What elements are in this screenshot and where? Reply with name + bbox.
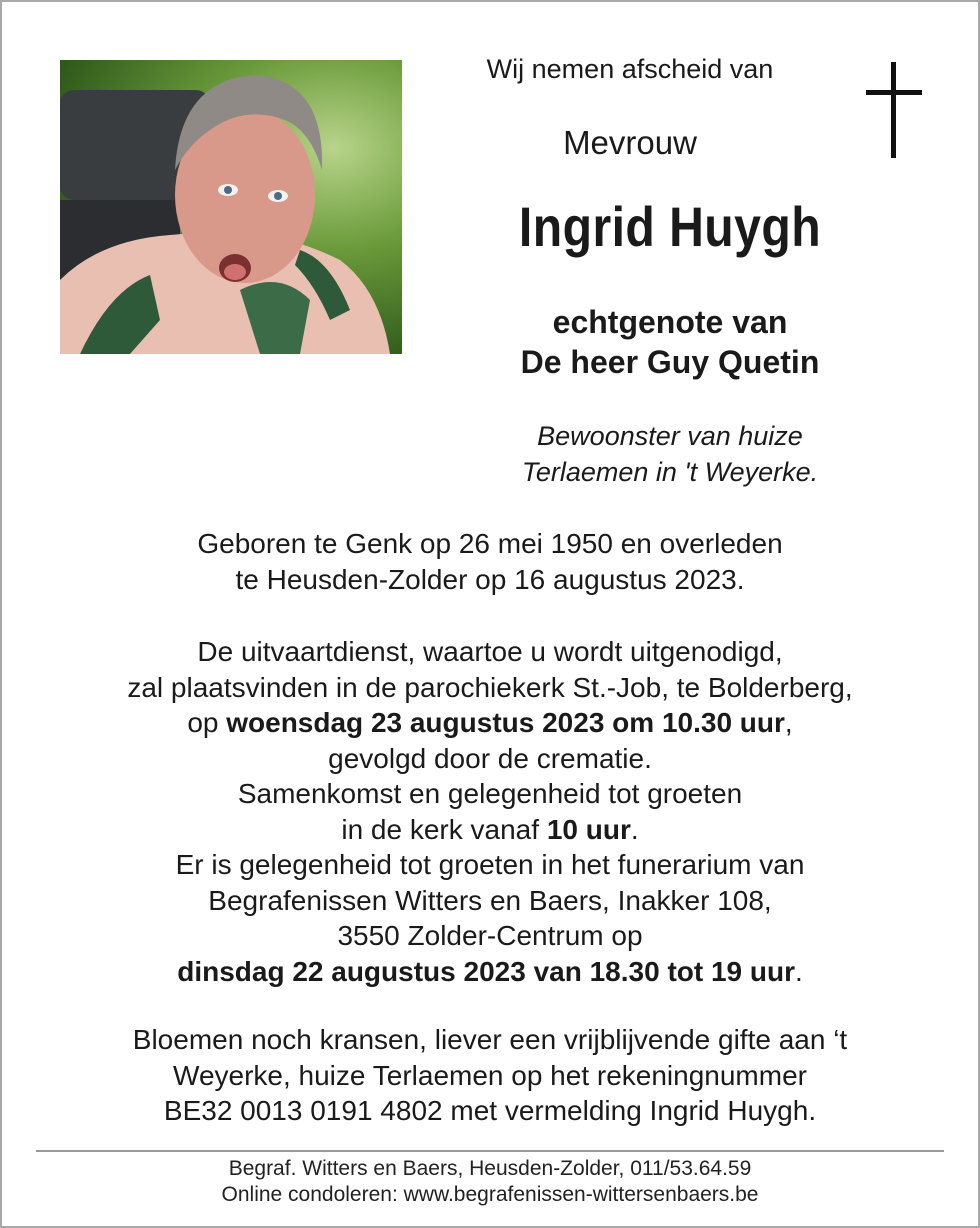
service-line-4: gevolgd door de crematie. <box>328 742 652 774</box>
flowers-line-2: Weyerke, huize Terlaemen op het rekeningnummer <box>173 1059 807 1091</box>
service-line-10 <box>40 954 940 990</box>
footer-condolence-link[interactable]: Online condoleren: www.begrafenissen-wittersenbaers.be <box>221 1183 759 1206</box>
service-line-3-pre: op <box>187 707 227 738</box>
cross-icon <box>866 62 922 158</box>
service-line-5: Samenkomst en gelegenheid tot groeten <box>237 778 743 809</box>
service-line-7: Er is gelegenheid tot groeten in het funerarium van <box>175 849 805 880</box>
service-paragraph <box>40 634 940 989</box>
relation-line-1: echtgenote van <box>552 304 788 340</box>
service-line-6-post: . <box>630 813 639 845</box>
deceased-name: Ingrid Huygh <box>518 195 822 258</box>
portrait-photo <box>60 60 402 354</box>
residence-line-2: Terlaemen in 't Weyerke. <box>521 457 819 487</box>
birth-line-2: te Heusden-Zolder op 16 augustus 2023. <box>235 563 745 595</box>
service-line-6 <box>40 812 940 848</box>
footer-funeral-home: Begraf. Witters en Baers, Heusden-Zolder, 011/53.64.59 <box>228 1157 752 1180</box>
service-line-2: zal plaatsvinden in de parochiekerk St.-Job, te Bolderberg, <box>127 671 853 703</box>
salutation: Mevrouw <box>563 124 697 161</box>
birth-death-paragraph <box>40 526 940 597</box>
service-line-3 <box>40 705 940 741</box>
gathering-time: 10 uur <box>546 813 631 845</box>
service-line-6-pre: in de kerk vanaf <box>341 813 547 845</box>
flowers-line-3: BE32 0013 0191 4802 met vermelding Ingrid Huygh. <box>163 1095 817 1126</box>
residence-block <box>470 418 870 490</box>
service-line-9: 3550 Zolder-Centrum op <box>337 920 643 951</box>
residence-line-1: Bewoonster van huize <box>537 421 803 451</box>
service-line-3-post: , <box>784 707 793 738</box>
birth-line-1: Geboren te Genk op 26 mei 1950 en overleden <box>197 528 783 559</box>
visitation-datetime: dinsdag 22 augustus 2023 van 18.30 tot 19 uur <box>177 955 795 987</box>
intro-text: Wij nemen afscheid van <box>486 54 774 84</box>
service-datetime: woensdag 23 augustus 2023 om 10.30 uur <box>226 707 785 738</box>
footer-divider <box>36 1150 944 1152</box>
relation-block <box>470 302 870 382</box>
footer <box>40 1156 940 1208</box>
service-line-1: De uitvaartdienst, waartoe u wordt uitgenodigd, <box>197 636 783 667</box>
flowers-line-1: Bloemen noch kransen, liever een vrijblijvende gifte aan ‘t <box>132 1024 848 1055</box>
service-line-10-post: . <box>795 955 803 987</box>
relation-line-2: De heer Guy Quetin <box>520 344 820 380</box>
flowers-paragraph <box>40 1022 940 1129</box>
service-line-8: Begrafenissen Witters en Baers, Inakker 108, <box>208 884 772 916</box>
